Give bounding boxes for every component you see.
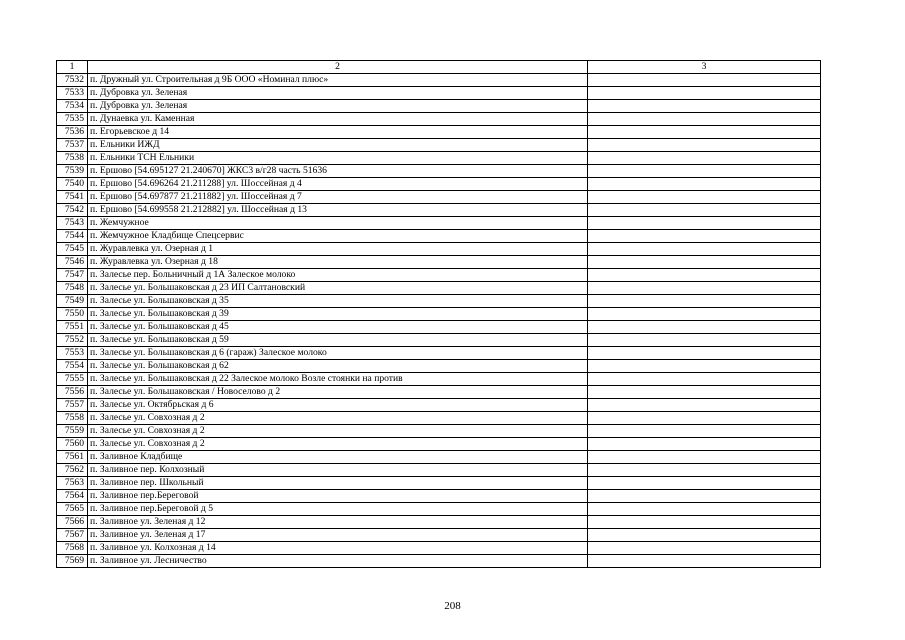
address-cell: п. Залесье ул. Октябрьская д 6 bbox=[88, 399, 588, 412]
column-3-cell bbox=[588, 126, 821, 139]
table-row bbox=[57, 152, 821, 165]
table-row bbox=[57, 191, 821, 204]
column-3-cell bbox=[588, 542, 821, 555]
address-cell: п. Залесье ул. Совхозная д 2 bbox=[88, 438, 588, 451]
table-row bbox=[57, 204, 821, 217]
column-3-cell bbox=[588, 529, 821, 542]
column-3-cell bbox=[588, 503, 821, 516]
column-3-cell bbox=[588, 243, 821, 256]
row-number-cell: 7565 bbox=[57, 503, 88, 516]
table-row bbox=[57, 425, 821, 438]
column-3-cell bbox=[588, 412, 821, 425]
table-row bbox=[57, 373, 821, 386]
address-cell: п. Заливное Кладбище bbox=[88, 451, 588, 464]
column-3-cell bbox=[588, 477, 821, 490]
address-cell: п. Заливное ул. Зеленая д 17 bbox=[88, 529, 588, 542]
table-body bbox=[57, 61, 821, 568]
row-number-cell: 7555 bbox=[57, 373, 88, 386]
row-number-cell: 7553 bbox=[57, 347, 88, 360]
column-3-cell bbox=[588, 230, 821, 243]
row-number-cell: 7562 bbox=[57, 464, 88, 477]
address-cell: п. Заливное пер. Школьный bbox=[88, 477, 588, 490]
row-number-cell: 7560 bbox=[57, 438, 88, 451]
row-number-cell: 7543 bbox=[57, 217, 88, 230]
address-cell: п. Дружный ул. Строительная д 9Б ООО «Номинал плюс» bbox=[88, 74, 588, 87]
table-row bbox=[57, 100, 821, 113]
row-number-cell: 7533 bbox=[57, 87, 88, 100]
table-row bbox=[57, 321, 821, 334]
row-number-cell: 7542 bbox=[57, 204, 88, 217]
address-cell: п. Дубровка ул. Зеленая bbox=[88, 100, 588, 113]
table-row bbox=[57, 113, 821, 126]
table-row bbox=[57, 217, 821, 230]
table-row bbox=[57, 438, 821, 451]
address-cell: п. Залесье ул. Совхозная д 2 bbox=[88, 425, 588, 438]
column-3-cell bbox=[588, 490, 821, 503]
row-number-cell: 7551 bbox=[57, 321, 88, 334]
address-cell: п. Заливное ул. Зеленая д 12 bbox=[88, 516, 588, 529]
address-cell: п. Дунаевка ул. Каменная bbox=[88, 113, 588, 126]
address-cell: п. Егорьевское д 14 bbox=[88, 126, 588, 139]
address-cell: п. Залесье ул. Большаковская д 6 (гараж) Залеское молоко bbox=[88, 347, 588, 360]
row-number-cell: 7554 bbox=[57, 360, 88, 373]
column-3-cell bbox=[588, 516, 821, 529]
column-3-cell bbox=[588, 282, 821, 295]
column-3-cell bbox=[588, 373, 821, 386]
address-cell: п. Ершово [54.695127 21.240670] ЖКС3 в/г28 часть 51636 bbox=[88, 165, 588, 178]
table-row bbox=[57, 451, 821, 464]
row-number-cell: 7568 bbox=[57, 542, 88, 555]
address-cell: п. Залесье ул. Большаковская д 35 bbox=[88, 295, 588, 308]
header-cell-3: 3 bbox=[588, 61, 821, 74]
column-3-cell bbox=[588, 178, 821, 191]
row-number-cell: 7538 bbox=[57, 152, 88, 165]
address-table bbox=[56, 60, 821, 568]
row-number-cell: 7552 bbox=[57, 334, 88, 347]
column-3-cell bbox=[588, 555, 821, 568]
address-cell: п. Заливное пер. Колхозный bbox=[88, 464, 588, 477]
row-number-cell: 7536 bbox=[57, 126, 88, 139]
header-cell-1: 1 bbox=[57, 61, 88, 74]
table-row bbox=[57, 178, 821, 191]
address-cell: п. Заливное ул. Колхозная д 14 bbox=[88, 542, 588, 555]
table-row bbox=[57, 87, 821, 100]
column-3-cell bbox=[588, 451, 821, 464]
row-number-cell: 7550 bbox=[57, 308, 88, 321]
column-3-cell bbox=[588, 74, 821, 87]
address-cell: п. Жемчужное bbox=[88, 217, 588, 230]
table-row bbox=[57, 464, 821, 477]
address-cell: п. Залесье ул. Большаковская д 62 bbox=[88, 360, 588, 373]
column-3-cell bbox=[588, 347, 821, 360]
table-row bbox=[57, 412, 821, 425]
row-number-cell: 7541 bbox=[57, 191, 88, 204]
table-row bbox=[57, 334, 821, 347]
column-3-cell bbox=[588, 191, 821, 204]
address-cell: п. Ельники ИЖД bbox=[88, 139, 588, 152]
column-3-cell bbox=[588, 269, 821, 282]
address-cell: п. Заливное ул. Лесничество bbox=[88, 555, 588, 568]
column-3-cell bbox=[588, 399, 821, 412]
table-row bbox=[57, 386, 821, 399]
row-number-cell: 7540 bbox=[57, 178, 88, 191]
address-cell: п. Заливное пер.Береговой д 5 bbox=[88, 503, 588, 516]
address-cell: п. Жемчужное Кладбище Спецсервис bbox=[88, 230, 588, 243]
row-number-cell: 7549 bbox=[57, 295, 88, 308]
column-3-cell bbox=[588, 425, 821, 438]
table-row bbox=[57, 529, 821, 542]
page-number: 208 bbox=[444, 600, 461, 612]
table-row bbox=[57, 542, 821, 555]
table-row bbox=[57, 269, 821, 282]
table-row bbox=[57, 503, 821, 516]
table-row bbox=[57, 347, 821, 360]
table-row bbox=[57, 139, 821, 152]
row-number-cell: 7532 bbox=[57, 74, 88, 87]
address-cell: п. Залесье ул. Большаковская / Новоселово д 2 bbox=[88, 386, 588, 399]
row-number-cell: 7561 bbox=[57, 451, 88, 464]
column-3-cell bbox=[588, 321, 821, 334]
address-cell: п. Залесье ул. Большаковская д 22 Залеское молоко Возле стоянки на против bbox=[88, 373, 588, 386]
column-3-cell bbox=[588, 152, 821, 165]
row-number-cell: 7545 bbox=[57, 243, 88, 256]
column-3-cell bbox=[588, 386, 821, 399]
address-cell: п. Залесье ул. Совхозная д 2 bbox=[88, 412, 588, 425]
address-cell: п. Журавлевка ул. Озерная д 1 bbox=[88, 243, 588, 256]
table-row bbox=[57, 555, 821, 568]
address-cell: п. Залесье пер. Больничный д 1А Залеское молоко bbox=[88, 269, 588, 282]
column-3-cell bbox=[588, 295, 821, 308]
address-cell: п. Залесье ул. Большаковская д 39 bbox=[88, 308, 588, 321]
address-cell: п. Залесье ул. Большаковская д 59 bbox=[88, 334, 588, 347]
header-cell-2: 2 bbox=[88, 61, 588, 74]
table-row bbox=[57, 516, 821, 529]
address-cell: п. Ершово [54.697877 21.211882] ул. Шоссейная д 7 bbox=[88, 191, 588, 204]
table-row bbox=[57, 360, 821, 373]
table-row bbox=[57, 282, 821, 295]
column-3-cell bbox=[588, 438, 821, 451]
row-number-cell: 7556 bbox=[57, 386, 88, 399]
table-row bbox=[57, 256, 821, 269]
row-number-cell: 7547 bbox=[57, 269, 88, 282]
row-number-cell: 7569 bbox=[57, 555, 88, 568]
table-row bbox=[57, 295, 821, 308]
row-number-cell: 7544 bbox=[57, 230, 88, 243]
column-3-cell bbox=[588, 217, 821, 230]
table-row bbox=[57, 477, 821, 490]
address-cell: п. Заливное пер.Береговой bbox=[88, 490, 588, 503]
row-number-cell: 7557 bbox=[57, 399, 88, 412]
address-cell: п. Ельники ТСН Ельники bbox=[88, 152, 588, 165]
column-3-cell bbox=[588, 139, 821, 152]
row-number-cell: 7558 bbox=[57, 412, 88, 425]
row-number-cell: 7567 bbox=[57, 529, 88, 542]
address-cell: п. Дубровка ул. Зеленая bbox=[88, 87, 588, 100]
row-number-cell: 7534 bbox=[57, 100, 88, 113]
table-row bbox=[57, 243, 821, 256]
table-row bbox=[57, 490, 821, 503]
column-3-cell bbox=[588, 334, 821, 347]
table-row bbox=[57, 74, 821, 87]
row-number-cell: 7566 bbox=[57, 516, 88, 529]
address-cell: п. Залесье ул. Большаковская д 45 bbox=[88, 321, 588, 334]
row-number-cell: 7564 bbox=[57, 490, 88, 503]
row-number-cell: 7535 bbox=[57, 113, 88, 126]
column-3-cell bbox=[588, 360, 821, 373]
row-number-cell: 7537 bbox=[57, 139, 88, 152]
column-3-cell bbox=[588, 87, 821, 100]
column-3-cell bbox=[588, 113, 821, 126]
table-row bbox=[57, 165, 821, 178]
address-cell: п. Журавлевка ул. Озерная д 18 bbox=[88, 256, 588, 269]
address-cell: п. Залесье ул. Большаковская д 23 ИП Салтановский bbox=[88, 282, 588, 295]
column-3-cell bbox=[588, 204, 821, 217]
column-3-cell bbox=[588, 165, 821, 178]
table-row bbox=[57, 230, 821, 243]
row-number-cell: 7559 bbox=[57, 425, 88, 438]
column-3-cell bbox=[588, 100, 821, 113]
column-3-cell bbox=[588, 256, 821, 269]
table-header-row bbox=[57, 61, 821, 74]
table-row bbox=[57, 308, 821, 321]
column-3-cell bbox=[588, 464, 821, 477]
column-3-cell bbox=[588, 308, 821, 321]
table-row bbox=[57, 399, 821, 412]
address-cell: п. Ершово [54.699558 21.212882] ул. Шоссейная д 13 bbox=[88, 204, 588, 217]
table-row bbox=[57, 126, 821, 139]
row-number-cell: 7539 bbox=[57, 165, 88, 178]
address-cell: п. Ершово [54.696264 21.211288] ул. Шоссейная д 4 bbox=[88, 178, 588, 191]
row-number-cell: 7548 bbox=[57, 282, 88, 295]
row-number-cell: 7546 bbox=[57, 256, 88, 269]
row-number-cell: 7563 bbox=[57, 477, 88, 490]
